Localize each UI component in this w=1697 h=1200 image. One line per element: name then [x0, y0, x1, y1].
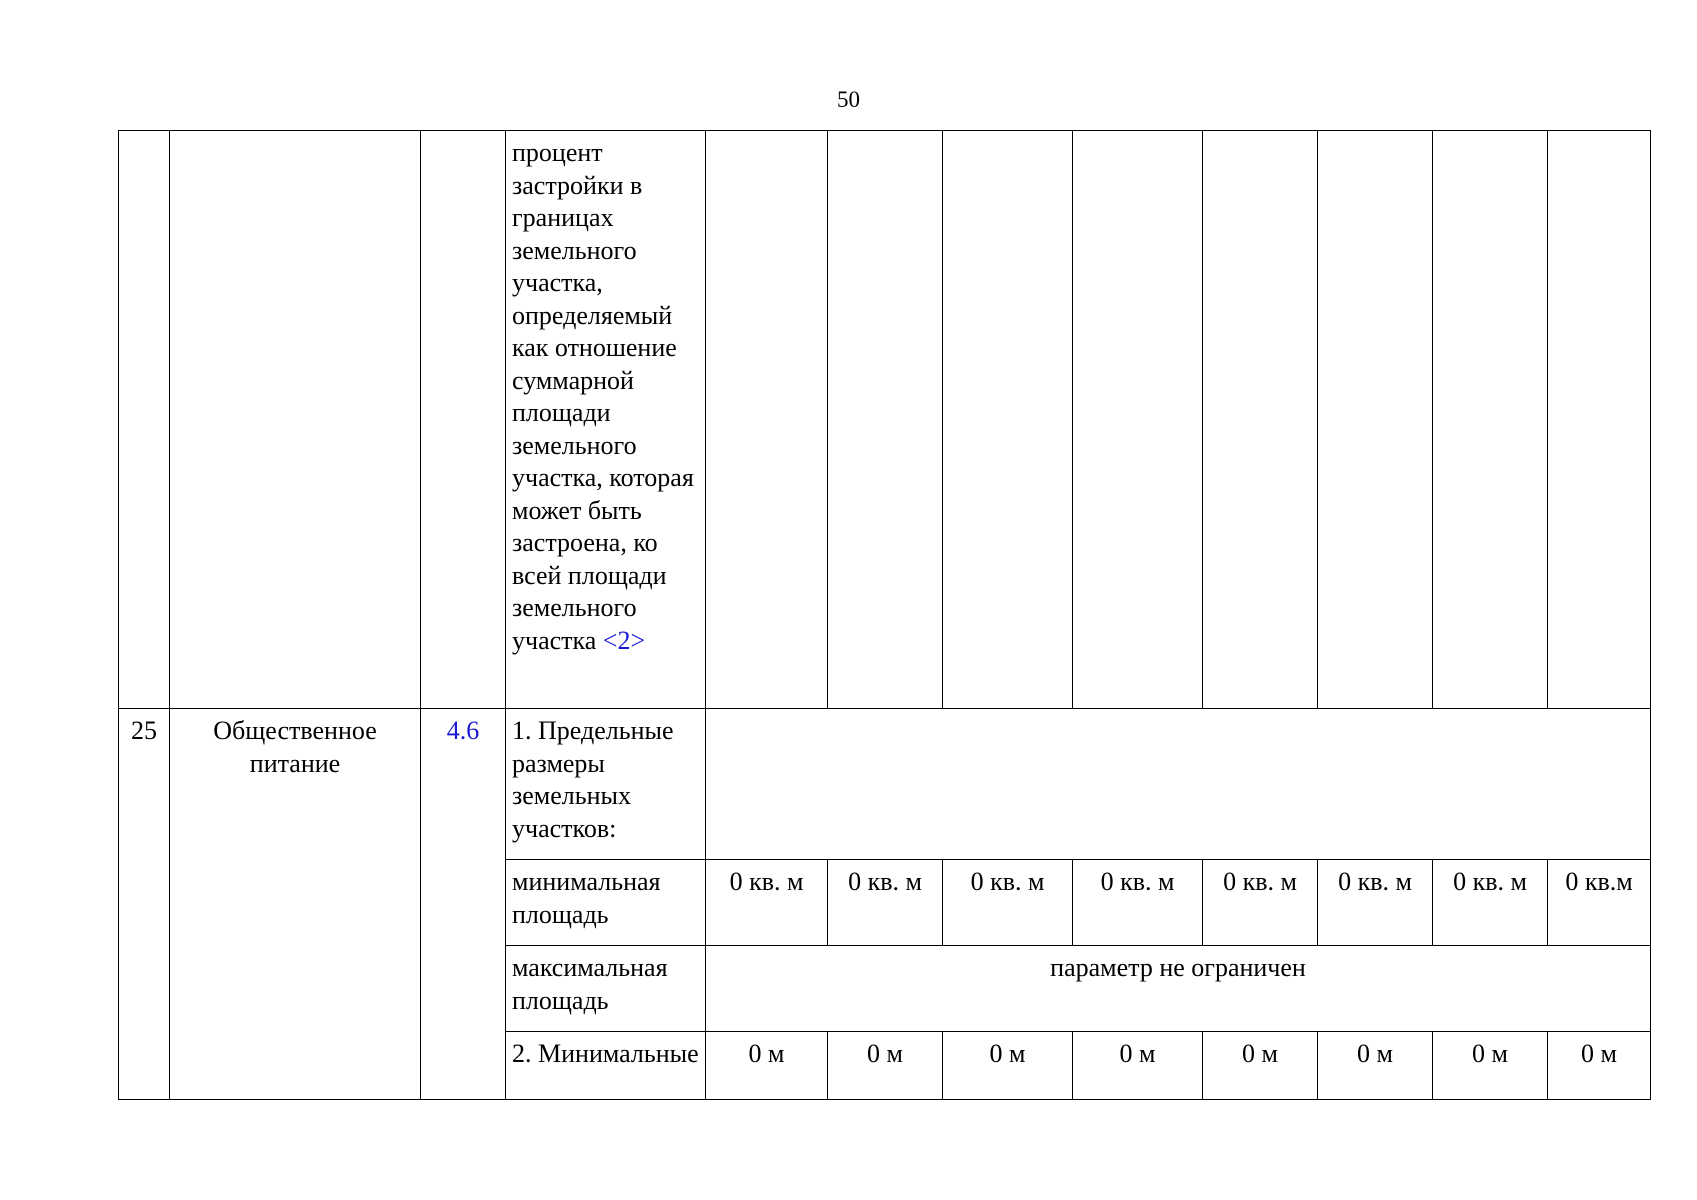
min-area-label: минимальная площадь	[506, 860, 706, 946]
land-use-code[interactable]: 4.6	[446, 716, 480, 745]
table-row-25	[119, 709, 1651, 860]
cell-building-percent-description	[506, 131, 706, 709]
setback-value: 0 м	[1073, 1032, 1203, 1100]
cell-empty	[828, 131, 943, 709]
min-area-value: 0 кв. м	[706, 860, 828, 946]
max-area-value: параметр не ограничен	[706, 946, 1651, 1032]
cell-empty	[706, 131, 828, 709]
min-area-value: 0 кв. м	[943, 860, 1073, 946]
cell-name-empty	[170, 131, 421, 709]
setback-value: 0 м	[828, 1032, 943, 1100]
row-number: 25	[119, 709, 170, 1100]
setback-value: 0 м	[1548, 1032, 1651, 1100]
land-use-name: Общественное питание	[170, 709, 421, 1100]
cell-empty	[1073, 131, 1203, 709]
setback-value: 0 м	[1203, 1032, 1318, 1100]
min-area-value: 0 кв. м	[828, 860, 943, 946]
setback-value: 0 м	[1433, 1032, 1548, 1100]
min-area-value: 0 кв. м	[1318, 860, 1433, 946]
cell-empty	[1318, 131, 1433, 709]
building-percent-text: процент застройки в границах земельного участка, определяемый как отношение суммарной площади земельного участка, которая может быть застроена, ко всей площади земельного участка	[512, 138, 694, 655]
min-area-value: 0 кв.м	[1548, 860, 1651, 946]
page-number: 50	[837, 87, 860, 112]
min-area-value: 0 кв. м	[1203, 860, 1318, 946]
table-row-continuation	[119, 131, 1651, 709]
zoning-parameters-table	[118, 130, 1651, 1100]
cell-empty	[1548, 131, 1651, 709]
cell-empty	[1203, 131, 1318, 709]
footnote-link[interactable]: <2>	[602, 625, 646, 655]
param-2-label: 2. Минимальные	[506, 1032, 706, 1100]
cell-empty	[943, 131, 1073, 709]
cell-number-empty	[119, 131, 170, 709]
min-area-value: 0 кв. м	[1073, 860, 1203, 946]
cell-empty	[1433, 131, 1548, 709]
setback-value: 0 м	[706, 1032, 828, 1100]
param-1-label: 1. Предельные размеры земельных участков:	[506, 709, 706, 860]
cell-code-empty	[421, 131, 506, 709]
setback-value: 0 м	[1318, 1032, 1433, 1100]
min-area-value: 0 кв. м	[1433, 860, 1548, 946]
param-1-empty-span	[706, 709, 1651, 860]
land-use-code-link[interactable]	[421, 709, 506, 1100]
setback-value: 0 м	[943, 1032, 1073, 1100]
max-area-label: максимальная площадь	[506, 946, 706, 1032]
